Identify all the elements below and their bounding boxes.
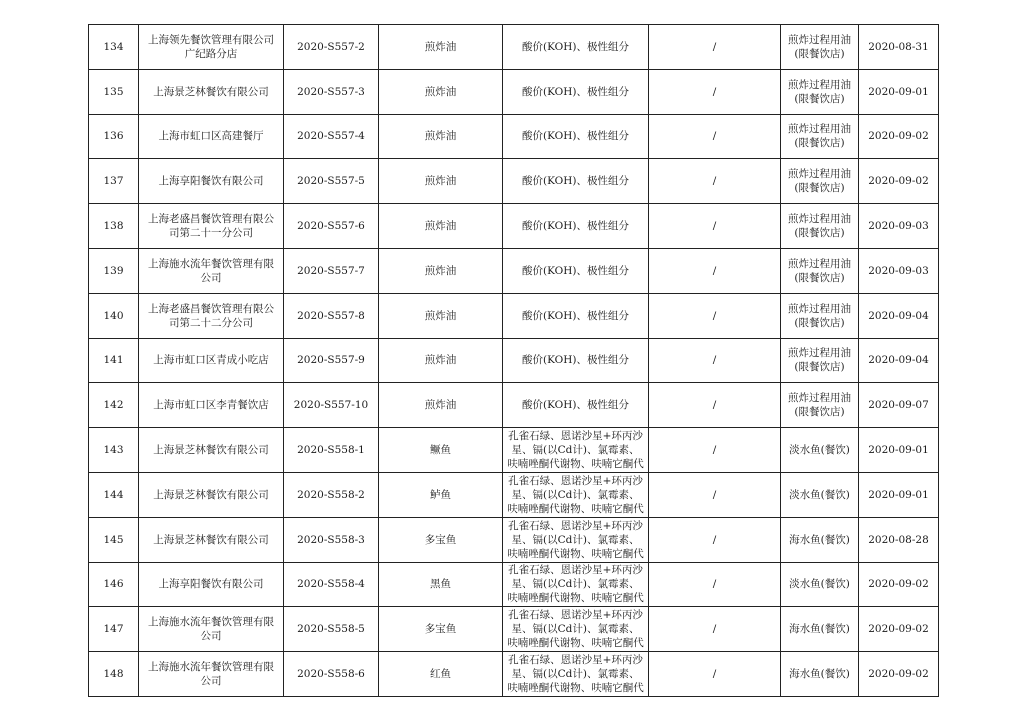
food-category-cell xyxy=(781,114,859,159)
table-row xyxy=(89,114,939,159)
sampling-date-text: 2020-09-02 xyxy=(868,175,929,188)
food-name-cell xyxy=(379,517,503,562)
company-name-cell xyxy=(139,383,284,428)
result-cell xyxy=(649,248,781,293)
table-row xyxy=(89,25,939,70)
result-text: / xyxy=(712,578,717,591)
company-name-text: 上海领先餐饮管理有限公司 广纪路分店 xyxy=(148,33,274,60)
result-cell xyxy=(649,428,781,473)
food-category-cell xyxy=(781,338,859,383)
test-items-cell xyxy=(503,652,649,697)
company-name-cell xyxy=(139,338,284,383)
result-text: / xyxy=(712,309,717,322)
food-name-cell xyxy=(379,293,503,338)
sampling-date-text: 2020-09-07 xyxy=(868,399,929,412)
row-number-text: 139 xyxy=(103,264,124,277)
test-items-cell xyxy=(503,338,649,383)
sampling-date-text: 2020-09-01 xyxy=(868,444,929,457)
result-cell xyxy=(649,562,781,607)
row-number-cell xyxy=(89,562,139,607)
food-name-text: 黑鱼 xyxy=(430,578,451,591)
table-row xyxy=(89,69,939,114)
food-category-cell xyxy=(781,607,859,652)
sampling-date-cell xyxy=(859,114,939,159)
food-category-cell xyxy=(781,25,859,70)
inspection-results-table xyxy=(88,24,939,697)
table-body xyxy=(89,25,939,697)
sampling-date-text: 2020-09-02 xyxy=(868,578,929,591)
sample-code-text: 2020-S557-2 xyxy=(297,40,365,53)
result-text: / xyxy=(712,668,717,681)
food-name-cell xyxy=(379,383,503,428)
table-row xyxy=(89,204,939,249)
sample-code-text: 2020-S557-4 xyxy=(297,130,365,143)
result-text: / xyxy=(712,85,717,98)
sampling-date-cell xyxy=(859,248,939,293)
food-name-text: 煎炸油 xyxy=(424,399,457,412)
food-category-cell xyxy=(781,69,859,114)
row-number-cell xyxy=(89,204,139,249)
result-text: / xyxy=(712,533,717,546)
result-cell xyxy=(649,293,781,338)
food-category-text: 淡水鱼(餐饮) xyxy=(789,578,850,591)
food-name-cell xyxy=(379,248,503,293)
company-name-text: 上海景芝林餐饮有限公司 xyxy=(153,85,269,98)
sample-code-cell xyxy=(284,428,379,473)
row-number-cell xyxy=(89,25,139,70)
sample-code-text: 2020-S558-4 xyxy=(297,578,365,591)
food-name-text: 多宝鱼 xyxy=(424,623,457,636)
table-row xyxy=(89,338,939,383)
food-category-cell xyxy=(781,204,859,249)
table-row xyxy=(89,607,939,652)
company-name-cell xyxy=(139,562,284,607)
sample-code-text: 2020-S557-9 xyxy=(297,354,365,367)
test-items-cell xyxy=(503,159,649,204)
company-name-cell xyxy=(139,114,284,159)
test-items-text: 酸价(KOH)、极性组分 xyxy=(521,85,630,98)
test-items-text: 孔雀石绿、恩诺沙星+环丙沙 星、镉(以Cd计)、氯霉素、 呋喃唑酮代谢物、呋喃它酮代 xyxy=(507,474,644,515)
food-category-cell xyxy=(781,248,859,293)
test-items-text: 孔雀石绿、恩诺沙星+环丙沙 星、镉(以Cd计)、氯霉素、 呋喃唑酮代谢物、呋喃它酮代 xyxy=(507,564,644,605)
food-category-cell xyxy=(781,562,859,607)
sampling-date-cell xyxy=(859,338,939,383)
result-cell xyxy=(649,69,781,114)
result-text: / xyxy=(712,399,717,412)
food-name-cell xyxy=(379,428,503,473)
sample-code-cell xyxy=(284,652,379,697)
company-name-cell xyxy=(139,248,284,293)
result-cell xyxy=(649,652,781,697)
food-category-cell xyxy=(781,472,859,517)
sample-code-text: 2020-S558-6 xyxy=(297,668,365,681)
food-name-text: 煎炸油 xyxy=(424,175,457,188)
sample-code-cell xyxy=(284,383,379,428)
sample-code-text: 2020-S557-10 xyxy=(293,399,369,412)
sampling-date-cell xyxy=(859,562,939,607)
test-items-cell xyxy=(503,428,649,473)
food-name-text: 鳜鱼 xyxy=(430,444,451,457)
row-number-cell xyxy=(89,472,139,517)
result-cell xyxy=(649,204,781,249)
test-items-cell xyxy=(503,25,649,70)
company-name-cell xyxy=(139,428,284,473)
row-number-text: 135 xyxy=(103,85,124,98)
sampling-date-text: 2020-08-31 xyxy=(868,40,929,53)
result-text: / xyxy=(712,130,717,143)
test-items-cell xyxy=(503,517,649,562)
row-number-cell xyxy=(89,248,139,293)
food-name-cell xyxy=(379,652,503,697)
sample-code-cell xyxy=(284,204,379,249)
sampling-date-cell xyxy=(859,204,939,249)
food-name-cell xyxy=(379,25,503,70)
sample-code-text: 2020-S558-2 xyxy=(297,488,365,501)
test-items-text: 孔雀石绿、恩诺沙星+环丙沙 星、镉(以Cd计)、氯霉素、 呋喃唑酮代谢物、呋喃它酮代 xyxy=(507,430,644,471)
sampling-date-cell xyxy=(859,383,939,428)
company-name-cell xyxy=(139,652,284,697)
row-number-text: 141 xyxy=(103,354,124,367)
food-category-text: 海水鱼(餐饮) xyxy=(789,668,850,681)
food-name-text: 鲈鱼 xyxy=(430,488,451,501)
result-text: / xyxy=(712,354,717,367)
test-items-cell xyxy=(503,562,649,607)
food-category-text: 煎炸过程用油 (限餐饮店) xyxy=(788,257,851,284)
row-number-text: 142 xyxy=(103,399,124,412)
test-items-text: 酸价(KOH)、极性组分 xyxy=(521,399,630,412)
company-name-cell xyxy=(139,69,284,114)
food-category-text: 煎炸过程用油 (限餐饮店) xyxy=(788,33,851,60)
test-items-cell xyxy=(503,293,649,338)
test-items-text: 酸价(KOH)、极性组分 xyxy=(521,175,630,188)
row-number-cell xyxy=(89,517,139,562)
row-number-cell xyxy=(89,607,139,652)
table-row xyxy=(89,517,939,562)
row-number-text: 143 xyxy=(103,444,124,457)
food-category-text: 煎炸过程用油 (限餐饮店) xyxy=(788,302,851,329)
test-items-cell xyxy=(503,472,649,517)
food-name-cell xyxy=(379,562,503,607)
result-cell xyxy=(649,159,781,204)
sample-code-cell xyxy=(284,25,379,70)
row-number-cell xyxy=(89,428,139,473)
test-items-cell xyxy=(503,69,649,114)
company-name-text: 上海市虹口区李青餐饮店 xyxy=(153,399,269,412)
food-name-cell xyxy=(379,472,503,517)
sample-code-text: 2020-S557-6 xyxy=(297,220,365,233)
sample-code-text: 2020-S557-8 xyxy=(297,309,365,322)
row-number-cell xyxy=(89,293,139,338)
food-name-text: 煎炸油 xyxy=(424,309,457,322)
test-items-text: 酸价(KOH)、极性组分 xyxy=(521,309,630,322)
result-text: / xyxy=(712,175,717,188)
food-name-text: 煎炸油 xyxy=(424,130,457,143)
test-items-text: 孔雀石绿、恩诺沙星+环丙沙 星、镉(以Cd计)、氯霉素、 呋喃唑酮代谢物、呋喃它酮代 xyxy=(507,609,644,650)
table-row xyxy=(89,652,939,697)
company-name-cell xyxy=(139,607,284,652)
sample-code-text: 2020-S558-5 xyxy=(297,623,365,636)
company-name-text: 上海老盛昌餐饮管理有限公 司第二十一分公司 xyxy=(148,213,274,240)
test-items-text: 酸价(KOH)、极性组分 xyxy=(521,264,630,277)
company-name-cell xyxy=(139,517,284,562)
test-items-cell xyxy=(503,383,649,428)
test-items-text: 孔雀石绿、恩诺沙星+环丙沙 星、镉(以Cd计)、氯霉素、 呋喃唑酮代谢物、呋喃它酮代 xyxy=(507,654,644,695)
row-number-cell xyxy=(89,383,139,428)
company-name-cell xyxy=(139,293,284,338)
company-name-text: 上海享阳餐饮有限公司 xyxy=(158,578,264,591)
row-number-text: 145 xyxy=(103,533,124,546)
row-number-text: 138 xyxy=(103,220,124,233)
row-number-text: 144 xyxy=(103,488,124,501)
sample-code-text: 2020-S557-5 xyxy=(297,175,365,188)
result-text: / xyxy=(712,40,717,53)
food-category-text: 淡水鱼(餐饮) xyxy=(789,488,850,501)
food-name-cell xyxy=(379,114,503,159)
sampling-date-cell xyxy=(859,428,939,473)
table-row xyxy=(89,293,939,338)
result-cell xyxy=(649,25,781,70)
food-name-text: 煎炸油 xyxy=(424,85,457,98)
sampling-date-cell xyxy=(859,607,939,652)
row-number-text: 136 xyxy=(103,130,124,143)
test-items-text: 酸价(KOH)、极性组分 xyxy=(521,354,630,367)
food-category-text: 海水鱼(餐饮) xyxy=(789,623,850,636)
food-name-cell xyxy=(379,159,503,204)
company-name-text: 上海市虹口区青成小吃店 xyxy=(153,354,269,367)
result-text: / xyxy=(712,444,717,457)
sample-code-cell xyxy=(284,159,379,204)
table-row xyxy=(89,428,939,473)
company-name-text: 上海施水流年餐饮管理有限 公司 xyxy=(148,661,274,688)
sample-code-cell xyxy=(284,517,379,562)
food-name-cell xyxy=(379,204,503,249)
company-name-text: 上海景芝林餐饮有限公司 xyxy=(153,444,269,457)
food-name-cell xyxy=(379,607,503,652)
sampling-date-text: 2020-09-01 xyxy=(868,488,929,501)
result-cell xyxy=(649,517,781,562)
food-name-text: 红鱼 xyxy=(430,668,451,681)
test-items-cell xyxy=(503,114,649,159)
table-row xyxy=(89,383,939,428)
food-category-text: 煎炸过程用油 (限餐饮店) xyxy=(788,123,851,150)
food-category-text: 淡水鱼(餐饮) xyxy=(789,444,850,457)
table-row xyxy=(89,248,939,293)
test-items-cell xyxy=(503,607,649,652)
row-number-cell xyxy=(89,338,139,383)
sample-code-cell xyxy=(284,69,379,114)
row-number-text: 137 xyxy=(103,175,124,188)
result-cell xyxy=(649,114,781,159)
company-name-text: 上海市虹口区高建餐厅 xyxy=(158,130,264,143)
row-number-text: 146 xyxy=(103,578,124,591)
sample-code-cell xyxy=(284,114,379,159)
company-name-text: 上海老盛昌餐饮管理有限公 司第二十二分公司 xyxy=(148,302,274,329)
company-name-text: 上海景芝林餐饮有限公司 xyxy=(153,533,269,546)
food-name-text: 煎炸油 xyxy=(424,354,457,367)
test-items-text: 酸价(KOH)、极性组分 xyxy=(521,40,630,53)
sample-code-text: 2020-S557-7 xyxy=(297,264,365,277)
result-cell xyxy=(649,472,781,517)
sampling-date-text: 2020-08-28 xyxy=(868,533,929,546)
food-name-text: 多宝鱼 xyxy=(424,533,457,546)
food-category-cell xyxy=(781,159,859,204)
row-number-cell xyxy=(89,114,139,159)
food-category-text: 海水鱼(餐饮) xyxy=(789,533,850,546)
sampling-date-text: 2020-09-02 xyxy=(868,668,929,681)
company-name-text: 上海景芝林餐饮有限公司 xyxy=(153,488,269,501)
food-category-cell xyxy=(781,517,859,562)
sampling-date-cell xyxy=(859,517,939,562)
sampling-date-cell xyxy=(859,293,939,338)
food-category-cell xyxy=(781,383,859,428)
result-cell xyxy=(649,607,781,652)
company-name-cell xyxy=(139,159,284,204)
row-number-text: 140 xyxy=(103,309,124,322)
sampling-date-cell xyxy=(859,472,939,517)
table-row xyxy=(89,562,939,607)
result-cell xyxy=(649,338,781,383)
sampling-date-text: 2020-09-03 xyxy=(868,220,929,233)
sampling-date-cell xyxy=(859,159,939,204)
food-category-text: 煎炸过程用油 (限餐饮店) xyxy=(788,392,851,419)
sample-code-cell xyxy=(284,248,379,293)
test-items-cell xyxy=(503,204,649,249)
food-name-cell xyxy=(379,69,503,114)
company-name-cell xyxy=(139,204,284,249)
row-number-cell xyxy=(89,652,139,697)
table-row xyxy=(89,472,939,517)
sampling-date-cell xyxy=(859,652,939,697)
sample-code-cell xyxy=(284,607,379,652)
sample-code-cell xyxy=(284,293,379,338)
sampling-date-text: 2020-09-04 xyxy=(868,354,929,367)
sample-code-cell xyxy=(284,562,379,607)
food-category-cell xyxy=(781,652,859,697)
company-name-cell xyxy=(139,25,284,70)
company-name-text: 上海施水流年餐饮管理有限 公司 xyxy=(148,616,274,643)
sample-code-text: 2020-S557-3 xyxy=(297,85,365,98)
result-cell xyxy=(649,383,781,428)
food-category-cell xyxy=(781,428,859,473)
row-number-cell xyxy=(89,159,139,204)
result-text: / xyxy=(712,264,717,277)
sampling-date-text: 2020-09-02 xyxy=(868,130,929,143)
food-name-text: 煎炸油 xyxy=(424,264,457,277)
test-items-cell xyxy=(503,248,649,293)
sample-code-cell xyxy=(284,338,379,383)
company-name-text: 上海施水流年餐饮管理有限 公司 xyxy=(148,257,274,284)
food-category-cell xyxy=(781,293,859,338)
table-row xyxy=(89,159,939,204)
sampling-date-text: 2020-09-02 xyxy=(868,623,929,636)
sampling-date-text: 2020-09-04 xyxy=(868,309,929,322)
row-number-text: 147 xyxy=(103,623,124,636)
food-name-text: 煎炸油 xyxy=(424,220,457,233)
sample-code-cell xyxy=(284,472,379,517)
company-name-text: 上海享阳餐饮有限公司 xyxy=(158,175,264,188)
sampling-date-cell xyxy=(859,69,939,114)
food-name-text: 煎炸油 xyxy=(424,40,457,53)
sampling-date-cell xyxy=(859,25,939,70)
company-name-cell xyxy=(139,472,284,517)
food-name-cell xyxy=(379,338,503,383)
result-text: / xyxy=(712,623,717,636)
food-category-text: 煎炸过程用油 (限餐饮店) xyxy=(788,213,851,240)
test-items-text: 孔雀石绿、恩诺沙星+环丙沙 星、镉(以Cd计)、氯霉素、 呋喃唑酮代谢物、呋喃它酮代 xyxy=(507,519,644,560)
row-number-text: 134 xyxy=(103,40,124,53)
sampling-date-text: 2020-09-01 xyxy=(868,85,929,98)
row-number-text: 148 xyxy=(103,668,124,681)
result-text: / xyxy=(712,220,717,233)
sampling-date-text: 2020-09-03 xyxy=(868,264,929,277)
sample-code-text: 2020-S558-3 xyxy=(297,533,365,546)
food-category-text: 煎炸过程用油 (限餐饮店) xyxy=(788,347,851,374)
food-category-text: 煎炸过程用油 (限餐饮店) xyxy=(788,78,851,105)
food-category-text: 煎炸过程用油 (限餐饮店) xyxy=(788,168,851,195)
result-text: / xyxy=(712,488,717,501)
sample-code-text: 2020-S558-1 xyxy=(297,444,365,457)
row-number-cell xyxy=(89,69,139,114)
test-items-text: 酸价(KOH)、极性组分 xyxy=(521,130,630,143)
test-items-text: 酸价(KOH)、极性组分 xyxy=(521,220,630,233)
